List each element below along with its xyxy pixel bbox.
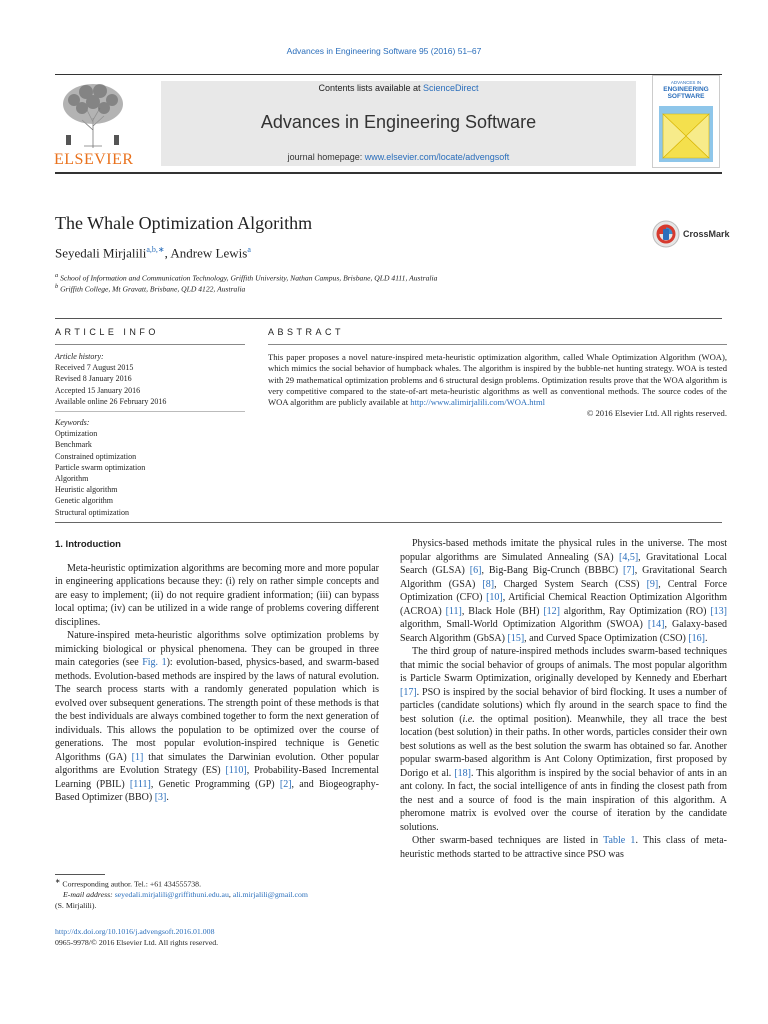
keyword: Structural optimization bbox=[55, 507, 129, 517]
cover-top-text: ADVANCES IN bbox=[670, 80, 702, 85]
author-1-affil[interactable]: a,b,∗ bbox=[146, 245, 165, 254]
abstract-text bbox=[268, 352, 727, 420]
intro-paragraph-2 bbox=[55, 629, 379, 805]
section-title: 1. Introduction bbox=[55, 539, 121, 550]
sciencedirect-link[interactable]: ScienceDirect bbox=[423, 83, 479, 93]
affiliation-a-mark: a bbox=[55, 272, 59, 279]
history-accepted: Accepted 15 January 2016 bbox=[55, 385, 141, 395]
abstract-end-rule bbox=[55, 522, 722, 523]
table-ref[interactable]: Table 1 bbox=[603, 835, 636, 846]
keyword: Heuristic algorithm bbox=[55, 485, 118, 495]
keyword: Benchmark bbox=[55, 440, 92, 450]
abstract-heading: ABSTRACT bbox=[268, 327, 345, 337]
article-history bbox=[55, 351, 245, 407]
article-info-heading: ARTICLE INFO bbox=[55, 327, 159, 337]
citation-link[interactable]: [17] bbox=[400, 686, 417, 698]
citation-link[interactable]: [10] bbox=[486, 592, 503, 603]
info-rule bbox=[55, 318, 722, 319]
history-label: Article history: bbox=[55, 352, 104, 361]
text-run: ): evolution-based, physics-based, and swarm-based methods. Evolution-based methods are inspired by the laws of natural evolution. The search process starts with a randomly generated population which is evolved over subsequent generations. The strength point of these methods is that the best individuals are always combined together to form the next generation of individuals. This allows the population to be optimized over the course of generations. The most popular evolution-inspired technique is Genetic Algorithms (GA) bbox=[55, 657, 379, 763]
citation-link[interactable]: [1] bbox=[131, 751, 144, 763]
keywords-label: Keywords: bbox=[55, 418, 90, 427]
history-online: Available online 26 February 2016 bbox=[55, 396, 167, 406]
keyword: Optimization bbox=[55, 429, 98, 439]
text-run: , Big-Bang Big-Crunch (BBBC) bbox=[481, 565, 624, 576]
cover-title bbox=[653, 86, 719, 100]
text-run: algorithm, Small-World Optimization Algorithm (SWOA) bbox=[400, 619, 648, 630]
text-run: , Charged System Search (CSS) bbox=[494, 578, 647, 590]
journal-title: Advances in Engineering Software bbox=[260, 112, 537, 132]
homepage-prefix: journal homepage: bbox=[287, 152, 365, 162]
contents-prefix: Contents lists available at bbox=[318, 83, 424, 93]
abstract-body: This paper proposes a novel nature-inspired meta-heuristic optimization algorithm, called Whale Optimization Algorithm (WOA), which mimics the social behavior of humpback whales. The algorithm is inspired by the bubble-net hunting strategy. WOA is tested with 29 mathematical optimization problems and 6 structural design problems. Optimization results prove that the WOA algorithm is very competitive compared to the state-of-art meta-heuristic algorithms as well as conventional methods. The source codes of the WOA algorithm are publicly available at bbox=[268, 352, 727, 408]
doi-link[interactable]: http://dx.doi.org/10.1016/j.advengsoft.2016.01.008 bbox=[55, 927, 215, 936]
citation-link[interactable]: [8] bbox=[482, 578, 495, 590]
text-run: , and Biogeography-Based Optimizer (BBO) bbox=[55, 778, 379, 803]
banner-rule bbox=[55, 172, 722, 174]
citation-link[interactable]: [2] bbox=[279, 778, 292, 790]
authors-line bbox=[55, 245, 251, 261]
citation-link[interactable]: [3] bbox=[154, 792, 167, 803]
keyword: Constrained optimization bbox=[55, 451, 137, 461]
citation-link[interactable]: [110] bbox=[225, 765, 247, 776]
citation-link[interactable]: [6] bbox=[469, 565, 482, 576]
left-column bbox=[55, 538, 379, 805]
history-divider bbox=[55, 411, 245, 412]
physics-paragraph bbox=[400, 537, 727, 645]
history-revised: Revised 8 January 2016 bbox=[55, 374, 132, 384]
text-run: . bbox=[704, 632, 708, 644]
keyword: Algorithm bbox=[55, 474, 89, 484]
text-run: , Gravitational Search Algorithm (GSA) bbox=[400, 565, 727, 590]
source-code-link[interactable]: http://www.alimirjalili.com/WOA.html bbox=[410, 397, 546, 408]
cover-graphic bbox=[659, 106, 713, 162]
doi-block bbox=[55, 927, 379, 948]
other-swarm-paragraph bbox=[400, 834, 727, 861]
text-run: . PSO is inspired by the social behavior of bird flocking. It uses a number of particles (candidate solutions) which fly around in the search space to find the best solution ( bbox=[400, 686, 727, 725]
text-run: , Artificial Chemical Reaction Optimization Algorithm (ACROA) bbox=[400, 592, 728, 617]
text-run: . This class of meta-heuristic methods started to be attractive since PSO was bbox=[400, 835, 727, 860]
email-link-2[interactable]: ali.mirjalili@gmail.com bbox=[232, 890, 308, 900]
email-link-1[interactable]: seyedali.mirjalili@griffithuni.edu.au bbox=[114, 890, 229, 900]
cover-line-2: SOFTWARE bbox=[667, 93, 705, 100]
homepage-line bbox=[161, 152, 636, 162]
corresponding-text: Corresponding author. Tel.: +61 434555738. bbox=[60, 879, 202, 889]
text-run-italic: i.e. bbox=[462, 713, 475, 725]
author-name-note: (S. Mirjalili). bbox=[55, 900, 97, 910]
citation-link[interactable]: [18] bbox=[454, 767, 471, 779]
author-2-affil[interactable]: a bbox=[247, 245, 251, 254]
paper-title: The Whale Optimization Algorithm bbox=[55, 213, 313, 233]
citation-link[interactable]: [15] bbox=[507, 632, 525, 644]
affiliation-a-text: School of Information and Communication Technology, Griffith University, Nathan Campus, Brisbane, QLD 4111, Australia bbox=[60, 273, 438, 283]
citation-link[interactable]: [9] bbox=[646, 578, 659, 590]
author-1: Seyedali Mirjalili bbox=[55, 245, 147, 261]
contents-line bbox=[161, 83, 636, 93]
right-column bbox=[400, 537, 727, 861]
issn-line: 0965-9978/© 2016 Elsevier Ltd. All rights reserved. bbox=[55, 937, 219, 947]
elsevier-wordmark: ELSEVIER bbox=[54, 151, 134, 168]
text-run: The third group of nature-inspired methods includes swarm-based techniques that mimic the social behavior of groups of animals. The most popular algorithm is Particle Swarm Optimization, originally developed by Kennedy and Eberhart bbox=[400, 646, 727, 684]
text-run: Physics-based methods imitate the physical rules in the universe. The most popular algorithms are Simulated Annealing (SA) bbox=[400, 538, 727, 563]
citation-link[interactable]: [14] bbox=[647, 619, 665, 630]
footnotes bbox=[55, 877, 379, 911]
text-run: , and Curved Space Optimization (CSO) bbox=[524, 632, 689, 644]
citation-link[interactable]: [16] bbox=[688, 632, 705, 644]
affiliation-b-text: Griffith College, Mt Gravatt, Brisbane, QLD 4122, Australia bbox=[60, 284, 246, 294]
author-separator: , bbox=[164, 245, 171, 261]
header-rule bbox=[55, 74, 722, 75]
abstract-copyright: © 2016 Elsevier Ltd. All rights reserved. bbox=[586, 408, 727, 419]
info-left-rule bbox=[55, 344, 245, 345]
corresponding-mark: ∗ bbox=[55, 878, 61, 885]
citation-link[interactable]: [111] bbox=[129, 778, 151, 790]
text-run: , Genetic Programming (GP) bbox=[150, 778, 280, 790]
affiliation-a bbox=[55, 272, 437, 283]
citation-link[interactable]: [12] bbox=[543, 605, 560, 617]
homepage-link[interactable]: www.elsevier.com/locate/advengsoft bbox=[364, 152, 510, 162]
history-received: Received 7 August 2015 bbox=[55, 363, 134, 373]
keyword: Genetic algorithm bbox=[55, 496, 113, 506]
footnote-rule bbox=[55, 874, 105, 875]
text-run: . bbox=[166, 792, 169, 803]
text-run: , Gravitational Local Search (GLSA) bbox=[400, 551, 727, 576]
text-run: Other swarm-based techniques are listed in bbox=[412, 835, 604, 846]
author-2: Andrew Lewis bbox=[170, 245, 248, 261]
text-run: , Galaxy-based Search Algorithm (GbSA) bbox=[400, 619, 728, 644]
figure-ref[interactable]: Fig. 1 bbox=[142, 657, 167, 668]
intro-paragraph-1: Meta-heuristic optimization algorithms are becoming more and more popular in engineering applications because they: (i) rely on rather simple concepts and are easy to implement; (ii) do not require gradient information; (iii) can bypass local optima; (iv) can be utilized in a wide range of problems covering different disciplines. bbox=[55, 562, 379, 628]
email-line bbox=[55, 890, 379, 901]
text-run: algorithm, Ray Optimization (RO) bbox=[559, 605, 711, 617]
citation-link[interactable]: [13] bbox=[710, 605, 727, 617]
text-run: Nature-inspired meta-heuristic algorithms solve optimization problems by mimicking biological or physical phenomena. They can be grouped in three main categories (see bbox=[55, 630, 379, 668]
text-run: , Black Hole (BH) bbox=[461, 605, 544, 617]
text-run: the optimal position). Meanwhile, they all trace the best location (best solution) in their paths. In other words, particles consider their own best solutions as well as the best solution the swarm has obtained so far. Another popular swarm-based algorithm is Ant Colony Optimization, first proposed by Dorigo et al. bbox=[400, 713, 727, 779]
affiliation-b bbox=[55, 283, 245, 294]
journal-cover bbox=[652, 75, 720, 168]
cover-line-1: ENGINEERING bbox=[663, 86, 709, 93]
citation-link[interactable]: [4,5] bbox=[619, 551, 639, 563]
keyword: Particle swarm optimization bbox=[55, 462, 146, 472]
elsevier-tree-logo bbox=[54, 80, 132, 150]
keywords-block bbox=[55, 417, 245, 518]
email-separator: , bbox=[228, 890, 233, 900]
text-run: . This algorithm is inspired by the social behavior of ants in an ant colony. In fact, the social intelligence of ants in finding the closest path from the nest and a source of food is the main inspiration of this algorithm. A pheromone matrix is evolved over the course of iteration by the candidate solutions. bbox=[400, 767, 727, 833]
crossmark-icon[interactable] bbox=[652, 220, 680, 248]
corresponding-author bbox=[55, 877, 379, 890]
citation-link[interactable]: [11] bbox=[445, 605, 462, 617]
swarm-paragraph bbox=[400, 645, 727, 834]
text-run: that simulates the Darwinian evolution. Other popular algorithms are Evolution Strategy (ES) bbox=[55, 751, 379, 776]
affiliation-b-mark: b bbox=[55, 283, 59, 290]
email-label: E-mail address: bbox=[63, 890, 115, 900]
text-run: , Probability-Based Incremental Learning (PBIL) bbox=[55, 765, 379, 790]
abstract-rule bbox=[268, 344, 727, 345]
citation-link[interactable]: [7] bbox=[623, 565, 635, 576]
crossmark-label[interactable]: CrossMark bbox=[683, 229, 730, 239]
text-run: , Central Force Optimization (CFO) bbox=[400, 578, 728, 603]
journal-reference[interactable]: Advances in Engineering Software 95 (2016) 51–67 bbox=[286, 46, 482, 56]
